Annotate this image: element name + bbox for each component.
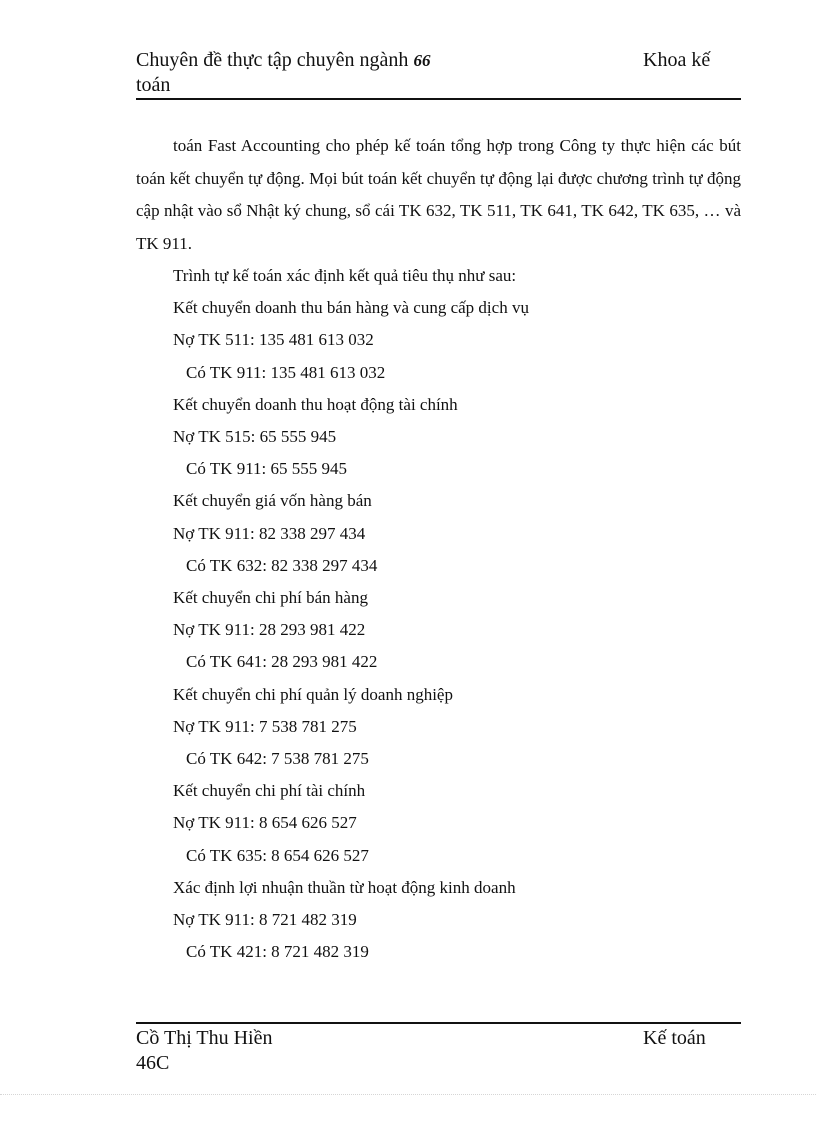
page-header-title	[136, 48, 476, 98]
entry-credit: Có TK 911: 135 481 613 032	[186, 362, 386, 382]
footer-author: Cồ Thị Thu Hiền	[136, 1027, 273, 1049]
page-bottom-edge	[0, 1094, 816, 1095]
entry-debit: Nợ TK 911: 7 538 781 275	[173, 716, 357, 736]
entry-credit: Có TK 421: 8 721 482 319	[186, 942, 369, 962]
journal-entry	[136, 485, 741, 582]
journal-entry	[136, 872, 741, 969]
entry-credit: Có TK 911: 65 555 945	[186, 459, 348, 479]
journal-entry	[136, 775, 741, 872]
journal-entry	[136, 679, 741, 776]
page-number: 66	[413, 51, 431, 70]
entry-debit: Nợ TK 911: 28 293 981 422	[173, 620, 366, 640]
entry-title: Kết chuyển chi phí bán hàng	[173, 588, 368, 608]
journal-entry	[136, 389, 741, 486]
intro-paragraph: toán Fast Accounting cho phép kế toán tổng hợp trong Công ty thực hiện các bút toán kết chuyển tự động. Mọi bút toán kết chuyển tự động lại được chương trình tự động cập nhật vào sổ Nhật ký chung, sổ cái TK 632, TK 511, TK 641, TK 642, TK 635, … và TK 911.	[136, 136, 741, 253]
entry-debit: Nợ TK 911: 8 654 626 527	[173, 813, 357, 833]
entry-title: Kết chuyển doanh thu bán hàng và cung cấp dịch vụ	[173, 298, 529, 318]
entry-credit: Có TK 642: 7 538 781 275	[186, 749, 369, 769]
entry-debit: Nợ TK 911: 8 721 482 319	[173, 910, 357, 930]
entry-title: Kết chuyển giá vốn hàng bán	[173, 491, 372, 511]
footer-class: 46C	[136, 1052, 170, 1074]
entry-title: Xác định lợi nhuận thuần từ hoạt động kinh doanh	[173, 877, 516, 897]
footer-author-block	[136, 1026, 436, 1076]
entry-credit: Có TK 635: 8 654 626 527	[186, 845, 369, 865]
entry-credit: Có TK 632: 82 338 297 434	[186, 555, 378, 575]
footer-major: Kế toán	[643, 1027, 706, 1049]
page-header-department: Khoa kế	[643, 49, 711, 71]
entry-debit: Nợ TK 911: 82 338 297 434	[173, 523, 366, 543]
entry-credit: Có TK 641: 28 293 981 422	[186, 652, 378, 672]
entry-title: Kết chuyển doanh thu hoạt động tài chính	[173, 394, 458, 414]
entry-title: Kết chuyển chi phí quản lý doanh nghiệp	[173, 684, 453, 704]
footer-divider	[136, 1022, 741, 1024]
journal-entry	[136, 292, 741, 389]
entry-debit: Nợ TK 515: 65 555 945	[173, 427, 337, 447]
procedure-heading: Trình tự kế toán xác định kết quả tiêu thụ như sau:	[173, 266, 517, 285]
header-title-text: Chuyên đề thực tập chuyên ngành	[136, 49, 409, 71]
header-title-cont: toán	[136, 74, 171, 96]
entry-debit: Nợ TK 511: 135 481 613 032	[173, 330, 374, 350]
document-body	[136, 130, 741, 968]
journal-entry	[136, 582, 741, 679]
entry-title: Kết chuyển chi phí tài chính	[173, 781, 366, 801]
header-divider	[136, 98, 741, 100]
